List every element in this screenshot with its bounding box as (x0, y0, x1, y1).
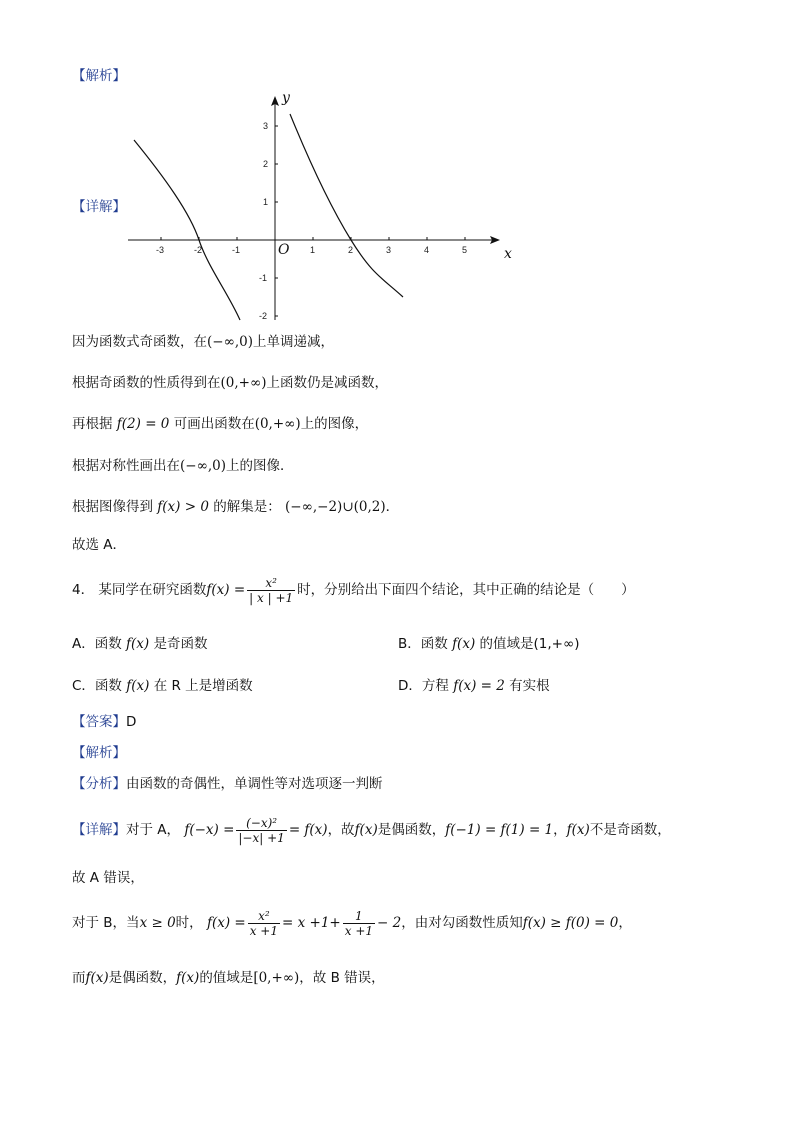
left-branch-curve (134, 140, 240, 320)
option-b: B．函数 f(x) 的值域是(1,+∞) (398, 636, 580, 652)
y-tick-label: 1 (263, 197, 269, 207)
option-c: C．函数 f(x) 在 R 上是增函数 (72, 678, 253, 694)
right-branch-curve (290, 114, 403, 297)
detail-tag-1: 【详解】 (72, 199, 126, 215)
x-axis-label: x (504, 246, 512, 262)
analysis-line: 【分析】由函数的奇偶性，单调性等对选项逐一判断 (72, 776, 383, 792)
origin-label: O (278, 242, 290, 258)
analysis-tag-2: 【解析】 (72, 745, 126, 761)
prev-line-6: 故选 A． (72, 537, 127, 553)
x-tick-label: 1 (310, 245, 316, 255)
x-tick-label: -3 (156, 245, 165, 255)
y-tick-label: -2 (259, 311, 268, 321)
x-tick-label: -2 (194, 245, 203, 255)
x-tick-label: 5 (462, 245, 468, 255)
y-tick-label: 2 (263, 159, 269, 169)
detail-line-4: 而f(x)是偶函数，f(x)的值域是[0,+∞)，故 B 错误， (72, 970, 385, 986)
y-tick-label: -1 (259, 273, 268, 283)
prev-line-3: 再根据 f(2) = 0 可画出函数在(0,+∞)上的图像， (72, 416, 369, 432)
x-axis (128, 236, 500, 244)
detail-line-3: 对于 B，当x ≥ 0时， f(x) = $\frac{\text{x²}}{x +1}$ = x +1+ $\frac{1}{x +1}$ − 2，由对勾函数性质知f(x) ≥ f(0) = 0， (72, 908, 632, 938)
detail-line-1: 【详解】对于 A， f(−x) = $\frac{\text{(−x)²}}{|-x| +1}$ = f(x)，故f(x)是偶函数，f(−1) = f(1) = 1，f(x)不是奇函数， (72, 815, 671, 845)
question-stem: 4． 某同学在研究函数f(x) = $\frac{\text{x²}}{| x | +1}$ 时，分别给出下面四个结论，其中正确的结论是（ ） (72, 575, 635, 605)
detail-line-2: 故 A 错误， (72, 870, 144, 886)
y-axis (271, 96, 279, 320)
x-tick-label: -1 (232, 245, 241, 255)
analysis-tag: 【解析】 (72, 68, 126, 84)
prev-line-5: 根据图像得到 f(x) > 0 的解集是： (−∞,−2)∪(0,2)． (72, 499, 400, 515)
y-tick-label: 3 (263, 121, 269, 131)
option-d: D．方程 f(x) = 2 有实根 (398, 678, 550, 694)
function-graph (120, 88, 520, 323)
prev-line-4: 根据对称性画出在(−∞,0)上的图像． (72, 458, 294, 474)
x-tick-label: 2 (348, 245, 354, 255)
stem-fraction: $\frac{\text{x²}}{| x | +1}$ (249, 575, 294, 605)
answer-line: 【答案】D (72, 714, 137, 730)
prev-line-1: 因为函数式奇函数，在(−∞,0)上单调递减， (72, 334, 334, 350)
option-a: A．函数 f(x) 是奇函数 (72, 636, 208, 652)
x-tick-label: 3 (386, 245, 392, 255)
prev-line-2: 根据奇函数的性质得到在(0,+∞)上函数仍是减函数， (72, 375, 388, 391)
x-tick-label: 4 (424, 245, 430, 255)
y-axis-label: y (282, 90, 290, 106)
